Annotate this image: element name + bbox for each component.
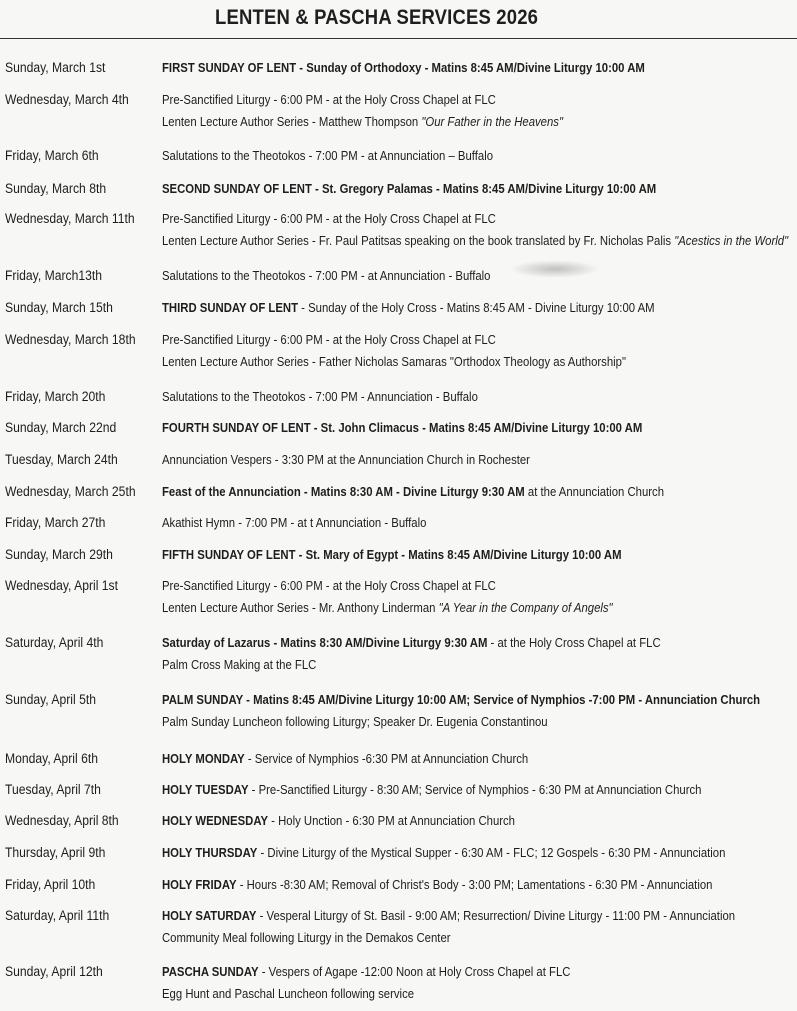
entry-date: Sunday, April 12th <box>5 964 103 979</box>
description-text: "Acestics in the World" <box>674 234 789 248</box>
description-text: HOLY SATURDAY <box>162 909 257 923</box>
description-text: HOLY WEDNESDAY <box>162 814 269 828</box>
description-line <box>162 332 734 354</box>
entry-date: Friday, March 20th <box>5 389 106 404</box>
description-text: - Holy Unction - 6:30 PM at Annunciation Church <box>268 814 515 828</box>
description-line <box>162 300 734 322</box>
entry-date: Monday, April 6th <box>5 751 98 766</box>
entry-description <box>162 782 797 804</box>
description-text: Feast of the Annunciation - Matins 8:30 AM - Divine Liturgy 9:30 AM <box>162 485 525 499</box>
description-text: HOLY FRIDAY <box>162 878 237 892</box>
entry-date: Sunday, March 1st <box>5 60 106 75</box>
page-title: LENTEN & PASCHA SERVICES 2026 <box>215 6 539 29</box>
description-line <box>162 782 734 804</box>
description-line <box>162 354 734 376</box>
description-line <box>162 92 734 114</box>
description-text: FOURTH SUNDAY OF LENT - St. John Climacus - Matins 8:45 AM/Divine Liturgy 10:00 AM <box>162 421 643 435</box>
description-text: FIRST SUNDAY OF LENT <box>162 61 297 75</box>
entry-date: Wednesday, April 8th <box>5 813 119 828</box>
entry-description <box>162 908 797 952</box>
entry-date: Saturday, April 11th <box>5 908 110 923</box>
entry-date: Tuesday, March 24th <box>5 452 118 467</box>
entry-description <box>162 60 797 82</box>
description-text: - Hours -8:30 AM; Removal of Christ's Body - 3:00 PM; Lamentations - 6:30 PM - Annunciation <box>236 878 713 892</box>
description-text: - Vespers of Agape -12:00 Noon at Holy Cross Chapel at FLC <box>258 965 571 979</box>
description-line <box>162 751 734 773</box>
description-text: HOLY TUESDAY <box>162 783 249 797</box>
entry-date: Sunday, March 8th <box>5 181 107 196</box>
entry-date: Friday, April 10th <box>5 877 96 892</box>
description-text: PASCHA SUNDAY <box>162 965 259 979</box>
description-text: Pre-Sanctified Liturgy - 6:00 PM - at the Holy Cross Chapel at FLC <box>162 333 496 347</box>
description-text: Lenten Lecture Author Series - Matthew Thompson <box>162 115 422 129</box>
description-line <box>162 635 734 657</box>
entry-date: Sunday, March 22nd <box>5 420 117 435</box>
entry-description <box>162 332 797 376</box>
entry-description <box>162 452 797 474</box>
description-text: Lenten Lecture Author Series - Fr. Paul Patitsas speaking on the book translated by Fr. Nicholas Palis <box>162 234 675 248</box>
entry-date: Sunday, March 15th <box>5 300 113 315</box>
description-text: - Divine Liturgy of the Mystical Supper - 6:30 AM - FLC; 12 Gospels - 6:30 PM - Annunciation <box>257 846 726 860</box>
description-text: Community Meal following Liturgy in the Demakos Center <box>162 931 451 945</box>
description-line <box>162 657 734 679</box>
entry-description <box>162 751 797 773</box>
description-text: HOLY THURSDAY <box>162 846 258 860</box>
entry-description <box>162 181 797 203</box>
description-text: Lenten Lecture Author Series - Father Nicholas Samaras "Orthodox Theology as Authorship" <box>162 355 626 369</box>
description-line <box>162 877 734 899</box>
entry-description <box>162 877 797 899</box>
entry-date: Sunday, March 29th <box>5 547 113 562</box>
description-text: Salutations to the Theotokos - 7:00 PM - Annunciation - Buffalo <box>162 390 478 404</box>
description-line <box>162 547 734 569</box>
description-text: Akathist Hymn - 7:00 PM - at t Annunciation - Buffalo <box>162 516 427 530</box>
entry-description <box>162 578 797 622</box>
description-line <box>162 60 734 82</box>
title-rule <box>0 38 797 39</box>
description-line <box>162 908 734 930</box>
description-line <box>162 389 734 411</box>
description-line <box>162 515 734 537</box>
entry-date: Wednesday, March 25th <box>5 484 136 499</box>
entry-date: Thursday, April 9th <box>5 845 106 860</box>
description-text: THIRD SUNDAY OF LENT <box>162 301 299 315</box>
entry-date: Friday, March 27th <box>5 515 106 530</box>
entry-date: Tuesday, April 7th <box>5 782 101 797</box>
description-line <box>162 930 734 952</box>
description-text: at the Annunciation Church <box>524 485 665 499</box>
entry-date: Wednesday, April 1st <box>5 578 119 593</box>
entry-description <box>162 813 797 835</box>
description-line <box>162 986 734 1008</box>
entry-description <box>162 692 797 736</box>
description-line <box>162 114 734 136</box>
description-text: - at the Holy Cross Chapel at FLC <box>487 636 661 650</box>
description-line <box>162 692 761 714</box>
entry-date: Wednesday, March 4th <box>5 92 129 107</box>
entry-description <box>162 389 797 411</box>
description-text: - Vesperal Liturgy of St. Basil - 9:00 AM; Resurrection/ Divine Liturgy - 11:00 PM - Annunciation <box>256 909 736 923</box>
entry-date: Wednesday, March 18th <box>5 332 136 347</box>
entry-date: Friday, March13th <box>5 268 103 283</box>
description-text: - Sunday of Orthodoxy - Matins 8:45 AM/Divine Liturgy 10:00 AM <box>296 61 645 75</box>
entry-description <box>162 92 797 136</box>
description-text: Egg Hunt and Paschal Luncheon following service <box>162 987 415 1001</box>
description-line <box>162 268 734 290</box>
description-text: Salutations to the Theotokos - 7:00 PM - at Annunciation - Buffalo <box>162 269 491 283</box>
description-text: SECOND SUNDAY OF LENT - St. Gregory Palamas - Matins 8:45 AM/Divine Liturgy 10:00 AM <box>162 182 657 196</box>
description-line <box>162 420 734 442</box>
description-text: Pre-Sanctified Liturgy - 6:00 PM - at the Holy Cross Chapel at FLC <box>162 93 496 107</box>
description-text: - Service of Nymphios -6:30 PM at Annunciation Church <box>244 752 529 766</box>
description-text: Palm Cross Making at the FLC <box>162 658 317 672</box>
description-line <box>162 714 734 736</box>
entry-date: Sunday, April 5th <box>5 692 96 707</box>
description-text: HOLY MONDAY <box>162 752 245 766</box>
description-text: PALM SUNDAY - Matins 8:45 AM/Divine Liturgy 10:00 AM; Service of Nymphios -7:00 PM - Annunciation Church <box>162 693 761 707</box>
description-text: Palm Sunday Luncheon following Liturgy; Speaker Dr. Eugenia Constantinou <box>162 715 548 729</box>
description-line <box>162 578 734 600</box>
entry-description <box>162 420 797 442</box>
entry-description <box>162 211 797 255</box>
description-text: - Sunday of the Holy Cross - Matins 8:45 AM - Divine Liturgy 10:00 AM <box>298 301 655 315</box>
entry-description <box>162 964 797 1008</box>
entry-description <box>162 300 797 322</box>
entry-description <box>162 148 797 170</box>
description-line <box>162 148 734 170</box>
entry-description <box>162 268 797 290</box>
description-text: Pre-Sanctified Liturgy - 6:00 PM - at the Holy Cross Chapel at FLC <box>162 212 496 226</box>
entry-description <box>162 547 797 569</box>
description-line <box>162 813 734 835</box>
description-text: - Pre-Sanctified Liturgy - 8:30 AM; Service of Nymphios - 6:30 PM at Annunciation Church <box>248 783 702 797</box>
description-line <box>162 964 734 986</box>
entry-description <box>162 635 797 679</box>
description-text: "A Year in the Company of Angels" <box>438 601 613 615</box>
description-line <box>162 600 734 622</box>
description-line <box>162 233 789 255</box>
entry-date: Saturday, April 4th <box>5 635 104 650</box>
entry-description <box>162 845 797 867</box>
description-text: Pre-Sanctified Liturgy - 6:00 PM - at the Holy Cross Chapel at FLC <box>162 579 496 593</box>
description-text: Annunciation Vespers - 3:30 PM at the Annunciation Church in Rochester <box>162 453 530 467</box>
description-line <box>162 211 734 233</box>
description-line <box>162 845 734 867</box>
entry-description <box>162 484 797 506</box>
description-line <box>162 484 734 506</box>
description-text: Saturday of Lazarus - Matins 8:30 AM/Divine Liturgy 9:30 AM <box>162 636 488 650</box>
entry-date: Wednesday, March 11th <box>5 211 135 226</box>
description-line <box>162 452 734 474</box>
entry-date: Friday, March 6th <box>5 148 99 163</box>
entry-description <box>162 515 797 537</box>
description-text: FIFTH SUNDAY OF LENT - St. Mary of Egypt - Matins 8:45 AM/Divine Liturgy 10:00 AM <box>162 548 622 562</box>
description-text: Salutations to the Theotokos - 7:00 PM - at Annunciation – Buffalo <box>162 149 494 163</box>
description-line <box>162 181 734 203</box>
description-text: Lenten Lecture Author Series - Mr. Anthony Linderman <box>162 601 439 615</box>
description-text: "Our Father in the Heavens" <box>421 115 563 129</box>
